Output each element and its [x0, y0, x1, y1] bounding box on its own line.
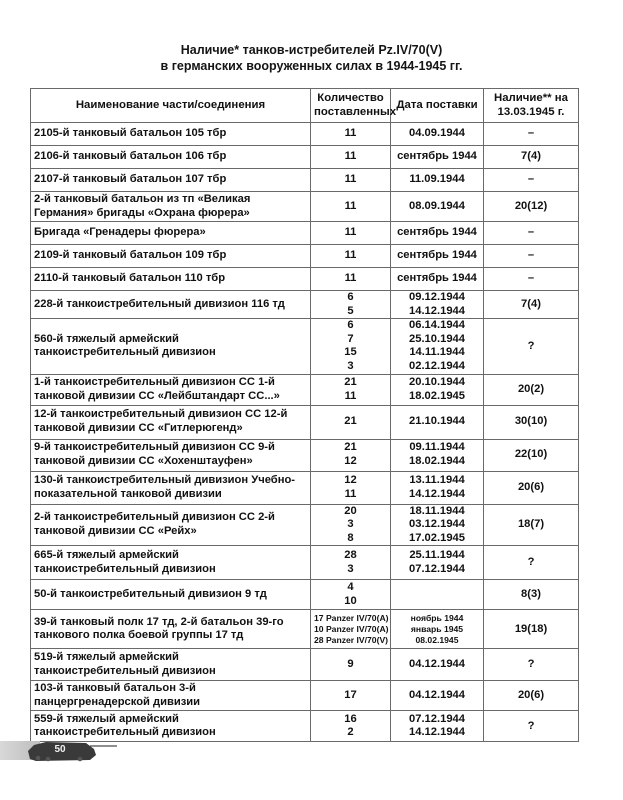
quantity-cell-line: 11 [344, 150, 357, 163]
availability-cell: 18(7) [484, 504, 579, 546]
delivery-date-cell-line: 11.09.1944 [409, 173, 465, 186]
delivery-date-cell-line: 07.12.1944 [409, 562, 465, 575]
unit-name-cell-line: панцергренадерской дивизии [34, 695, 201, 708]
unit-name-cell-line: 559-й тяжелый армейский [34, 712, 179, 725]
quantity-cell-line: 11 [344, 199, 357, 212]
availability-cell: ? [484, 319, 579, 374]
table-row [31, 471, 579, 504]
delivery-date-cell [391, 123, 484, 146]
quantity-cell [311, 169, 391, 192]
quantity-cell-line: 21 [344, 415, 357, 428]
unit-name-cell [31, 123, 311, 146]
table-row [31, 268, 579, 291]
table-row [31, 374, 579, 405]
delivery-date-cell-line: 18.02.1944 [409, 455, 465, 468]
table-row [31, 610, 579, 649]
unit-name-cell [31, 471, 311, 504]
delivery-date-cell-line: 04.12.1944 [409, 689, 465, 702]
quantity-cell [311, 711, 391, 742]
table-row [31, 681, 579, 711]
delivery-date-cell-line: 08.09.1944 [409, 199, 465, 212]
quantity-cell-line: 15 [344, 346, 357, 359]
delivery-date-cell-line: сентябрь 1944 [397, 226, 477, 239]
quantity-cell [311, 580, 391, 610]
quantity-cell-line: 2 [347, 726, 354, 739]
unit-name-cell [31, 546, 311, 580]
availability-cell: 8(3) [484, 580, 579, 610]
quantity-cell-line: 11 [344, 389, 357, 402]
header-quantity: Количество поставленных [311, 89, 391, 123]
availability-cell: 22(10) [484, 439, 579, 471]
unit-name-cell-line: танкового полка боевой группы 17 тд [34, 629, 244, 642]
unit-name-cell-line: танкоистребительный дивизион [34, 726, 216, 739]
unit-name-cell-line: 9-й танкоистребительный дивизион СС 9-й [34, 441, 275, 454]
unit-name-cell-line: танкоистребительный дивизион [34, 346, 216, 359]
delivery-date-cell-line: 09.12.1944 [409, 291, 465, 303]
delivery-date-cell [391, 169, 484, 192]
quantity-cell [311, 610, 391, 649]
table-row [31, 580, 579, 610]
unit-name-cell-line: 2107-й танковый батальон 107 тбр [34, 173, 227, 186]
delivery-date-cell-line: 18.02.1945 [409, 389, 465, 402]
unit-name-cell-line: 12-й танкоистребительный дивизион СС 12-й [34, 408, 288, 421]
quantity-cell [311, 123, 391, 146]
quantity-cell-line: 21 [344, 375, 357, 388]
availability-cell: 20(12) [484, 192, 579, 222]
delivery-date-cell-line: сентябрь 1944 [397, 150, 477, 163]
header-availability: Наличие** на 13.03.1945 г. [484, 89, 579, 123]
delivery-date-cell [391, 580, 484, 610]
table-body [31, 123, 579, 742]
unit-name-cell-line: танковой дивизии СС «Гитлерюгенд» [34, 422, 243, 435]
table-header-row [31, 89, 579, 123]
unit-name-cell-line: 2-й танкоистребительный дивизион СС 2-й [34, 511, 275, 524]
quantity-cell-line: 12 [344, 473, 357, 486]
quantity-cell [311, 439, 391, 471]
availability-cell: – [484, 222, 579, 245]
delivery-date-cell-line: 04.12.1944 [409, 658, 465, 671]
delivery-date-cell [391, 268, 484, 291]
unit-name-cell-line: 2105-й танковый батальон 105 тбр [34, 127, 227, 140]
quantity-cell [311, 374, 391, 405]
unit-name-cell-line: 1-й танкоистребительный дивизион СС 1-й [34, 375, 275, 388]
delivery-date-cell-line: 09.11.1944 [409, 441, 465, 454]
quantity-cell [311, 319, 391, 374]
unit-name-cell [31, 580, 311, 610]
delivery-date-cell-line: 25.11.1944 [409, 549, 465, 562]
quantity-cell-line: 11 [344, 249, 357, 262]
unit-name-cell-line: танкоистребительный дивизион [34, 562, 216, 575]
delivery-date-cell-line: 20.10.1944 [409, 375, 465, 388]
delivery-date-cell [391, 504, 484, 546]
delivery-date-cell [391, 374, 484, 405]
delivery-date-cell [391, 245, 484, 268]
unit-name-cell [31, 245, 311, 268]
unit-name-cell-line: 39-й танковый полк 17 тд, 2-й батальон 39-го [34, 615, 284, 628]
quantity-cell-line: 6 [347, 291, 354, 303]
delivery-date-cell [391, 439, 484, 471]
header-delivery-date: Дата поставки [391, 89, 484, 123]
unit-name-cell-line: 103-й танковый батальон 3-й [34, 682, 196, 695]
unit-name-cell-line: танкоистребительный дивизион [34, 664, 216, 677]
delivery-date-cell-line: 04.09.1944 [409, 127, 465, 140]
quantity-cell [311, 471, 391, 504]
availability-cell: 19(18) [484, 610, 579, 649]
unit-name-cell [31, 291, 311, 319]
table-row [31, 319, 579, 374]
quantity-cell [311, 504, 391, 546]
title-line-1: Наличие* танков-истребителей Pz.IV/70(V) [180, 43, 443, 57]
delivery-date-cell [391, 405, 484, 439]
quantity-cell-line: 28 [344, 549, 357, 562]
delivery-date-cell-line: сентябрь 1944 [397, 272, 477, 285]
unit-name-cell [31, 222, 311, 245]
table-row [31, 546, 579, 580]
delivery-date-cell [391, 291, 484, 319]
unit-name-cell-line: 560-й тяжелый армейский [34, 332, 179, 345]
quantity-cell [311, 268, 391, 291]
unit-name-cell [31, 405, 311, 439]
unit-name-cell [31, 504, 311, 546]
availability-cell: ? [484, 649, 579, 681]
delivery-date-cell-line: 21.10.1944 [409, 415, 465, 428]
delivery-date-cell [391, 319, 484, 374]
delivery-date-cell-line: ноябрь 1944 [410, 612, 464, 623]
delivery-date-cell-line: 14.12.1944 [409, 304, 465, 317]
quantity-cell-line: 28 Panzer IV/70(V) [314, 634, 389, 645]
unit-name-cell-line: показательной танковой дивизии [34, 487, 222, 500]
quantity-cell [311, 192, 391, 222]
table-row [31, 222, 579, 245]
delivery-date-cell [391, 471, 484, 504]
table-row [31, 146, 579, 169]
delivery-date-cell-line: 14.12.1944 [409, 726, 465, 739]
delivery-date-cell-line: 25.10.1944 [409, 332, 465, 345]
availability-cell: 20(2) [484, 374, 579, 405]
table-row [31, 649, 579, 681]
delivery-date-cell-line: 14.12.1944 [409, 487, 465, 500]
quantity-cell-line: 11 [344, 272, 357, 285]
unit-name-cell [31, 610, 311, 649]
quantity-cell-line: 7 [347, 332, 354, 345]
unit-name-cell [31, 649, 311, 681]
unit-name-cell [31, 169, 311, 192]
quantity-cell [311, 405, 391, 439]
quantity-cell-line: 17 Panzer IV/70(A) [314, 612, 389, 623]
table-row [31, 169, 579, 192]
unit-name-cell [31, 439, 311, 471]
title-line-2: в германских вооруженных силах в 1944-1945 гг. [160, 59, 463, 73]
delivery-date-cell-line: 13.11.1944 [409, 473, 465, 486]
availability-cell: ? [484, 546, 579, 580]
quantity-cell-line: 11 [344, 127, 357, 140]
availability-cell: 20(6) [484, 681, 579, 711]
quantity-cell [311, 546, 391, 580]
unit-name-cell-line: 2109-й танковый батальон 109 тбр [34, 249, 227, 262]
table-row [31, 504, 579, 546]
table-row [31, 192, 579, 222]
quantity-cell-line: 16 [344, 712, 357, 725]
availability-cell: 7(4) [484, 146, 579, 169]
quantity-cell-line: 3 [347, 518, 354, 531]
page-title [0, 42, 623, 74]
quantity-cell-line: 5 [347, 304, 354, 317]
quantity-cell-line: 11 [344, 173, 357, 186]
delivery-date-cell-line: 14.11.1944 [409, 346, 465, 359]
availability-cell: – [484, 268, 579, 291]
quantity-cell-line: 21 [344, 441, 357, 454]
unit-name-cell-line: танковой дивизии СС «Рейх» [34, 524, 197, 537]
unit-name-cell-line: Германия» бригады «Охрана фюрера» [34, 206, 250, 219]
unit-name-cell-line: 130-й танкоистребительный дивизион Учебно- [34, 473, 296, 486]
unit-name-cell-line: 2-й танковый батальон из тп «Великая [34, 192, 251, 205]
table-row [31, 439, 579, 471]
quantity-cell [311, 681, 391, 711]
delivery-date-cell [391, 711, 484, 742]
delivery-date-cell-line: 06.14.1944 [409, 319, 465, 332]
quantity-cell [311, 649, 391, 681]
unit-name-cell-line: 2110-й танковый батальон 110 тбр [34, 272, 226, 285]
quantity-cell-line: 6 [347, 319, 354, 332]
unit-name-cell [31, 146, 311, 169]
availability-cell: 20(6) [484, 471, 579, 504]
delivery-date-cell [391, 146, 484, 169]
quantity-cell [311, 245, 391, 268]
quantity-cell-line: 12 [344, 455, 357, 468]
unit-name-cell-line: 2106-й танковый батальон 106 тбр [34, 150, 227, 163]
quantity-cell-line: 10 [344, 594, 357, 607]
quantity-cell [311, 222, 391, 245]
unit-name-cell-line: 228-й танкоистребительный дивизион 116 тд [34, 297, 285, 310]
quantity-cell-line: 4 [347, 581, 354, 594]
delivery-date-cell-line: 08.02.1945 [415, 634, 459, 645]
delivery-date-cell-line: 18.11.1944 [409, 504, 465, 517]
unit-name-cell-line: 519-й тяжелый армейский [34, 651, 179, 664]
delivery-date-cell-line: 07.12.1944 [409, 712, 465, 725]
unit-name-cell [31, 319, 311, 374]
unit-name-cell-line: Бригада «Гренадеры фюрера» [34, 226, 206, 239]
tank-silhouette-icon [20, 733, 120, 763]
availability-cell: 7(4) [484, 291, 579, 319]
delivery-date-cell-line: январь 1945 [410, 623, 464, 634]
table-row [31, 245, 579, 268]
unit-name-cell [31, 192, 311, 222]
quantity-cell [311, 146, 391, 169]
delivery-date-cell [391, 192, 484, 222]
quantity-cell [311, 291, 391, 319]
quantity-cell-line: 3 [347, 359, 354, 372]
availability-cell: – [484, 245, 579, 268]
delivery-date-cell-line: 02.12.1944 [409, 359, 465, 372]
quantity-cell-line: 3 [347, 562, 354, 575]
quantity-cell-line: 8 [347, 531, 354, 544]
page-number: 50 [54, 744, 66, 755]
delivery-date-cell [391, 610, 484, 649]
quantity-cell-line: 11 [344, 487, 357, 500]
availability-cell: 30(10) [484, 405, 579, 439]
unit-name-cell-line: танковой дивизии СС «Лейбштандарт СС...» [34, 389, 280, 402]
table-row [31, 123, 579, 146]
table-row [31, 405, 579, 439]
table-row [31, 291, 579, 319]
unit-name-cell-line: 665-й тяжелый армейский [34, 549, 179, 562]
delivery-date-cell [391, 546, 484, 580]
unit-name-cell-line: танковой дивизии СС «Хохенштауфен» [34, 455, 253, 468]
quantity-cell-line: 20 [344, 504, 357, 517]
delivery-date-cell [391, 649, 484, 681]
delivery-date-cell-line: сентябрь 1944 [397, 249, 477, 262]
unit-name-cell [31, 681, 311, 711]
quantity-cell-line: 9 [347, 658, 354, 671]
quantity-cell-line: 10 Panzer IV/70(A) [314, 623, 389, 634]
delivery-date-cell [391, 222, 484, 245]
delivery-date-cell-line: 17.02.1945 [409, 531, 465, 544]
availability-cell: – [484, 123, 579, 146]
delivery-date-cell [391, 681, 484, 711]
quantity-cell-line: 11 [344, 226, 357, 239]
availability-cell: ? [484, 711, 579, 742]
unit-name-cell [31, 268, 311, 291]
delivery-date-cell-line: 03.12.1944 [409, 518, 465, 531]
header-unit-name: Наименование части/соединения [31, 89, 311, 123]
deliveries-table [30, 88, 579, 742]
unit-name-cell-line: 50-й танкоистребительный дивизион 9 тд [34, 588, 267, 601]
unit-name-cell [31, 374, 311, 405]
availability-cell: – [484, 169, 579, 192]
quantity-cell-line: 17 [344, 689, 357, 702]
